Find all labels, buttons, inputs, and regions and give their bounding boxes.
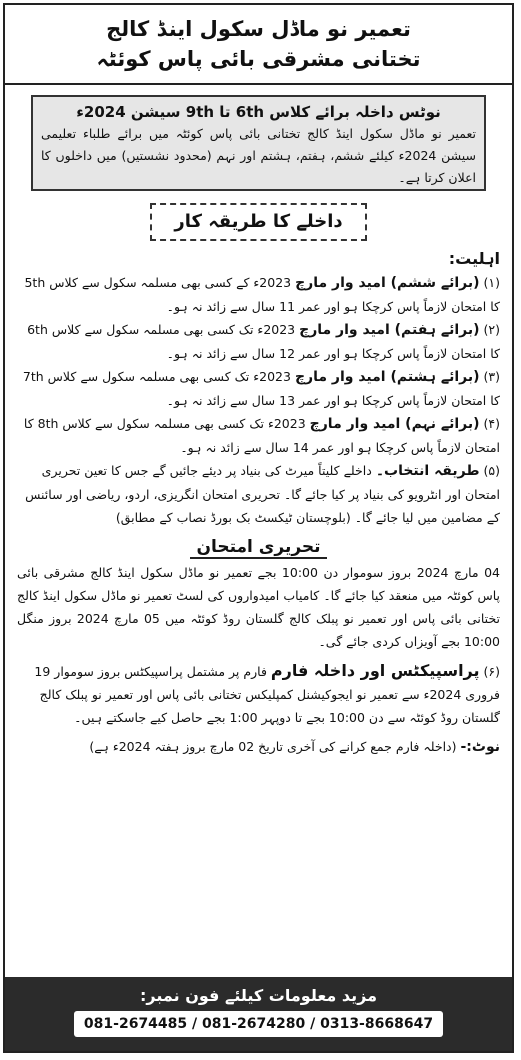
eligibility-item-class-7 (17, 318, 500, 365)
item-text: 2023ء تک کسی بھی مسلمہ سکول سے کلاس 6th کا امتحان لازماً پاس کرچکا ہو اور عمر 12 سال سے زائد نہ ہو۔ (27, 322, 500, 361)
item-number: (۶) (483, 664, 500, 679)
eligibility-item-class-9 (17, 412, 500, 459)
item-number: (۵) (483, 463, 500, 478)
item-text: 2023ء کے کسی بھی مسلمہ سکول سے کلاس 5th کا امتحان لازماً پاس کرچکا ہو اور عمر 11 سال سے زائد نہ ہو۔ (24, 275, 500, 314)
eligibility-section (5, 247, 512, 759)
method-heading-wrap (5, 203, 512, 243)
eligibility-item-class-8 (17, 365, 500, 412)
written-exam-text: 04 مارچ 2024 بروز سوموار دن 10:00 بجے تعمیر نو ماڈل سکول اینڈ کالج مشرقی بائی پاس کوئٹہ میں منعقد کیا جائے گا۔ کامیاب امیدواروں کی لسٹ تعمیر نو ماڈل سکول اینڈ کالج تختانی بائی پاس اور تعمیر نو پبلک کالج گلستان روڈ کوئٹہ میں 05 مارچ 2024 بروز منگل 10:00 بجے آویزاں کردی جائے گی۔ (17, 565, 501, 649)
eligibility-heading: اہلیت: (448, 249, 500, 268)
notice-title: نوٹس داخلہ برائے کلاس 6th تا 9th سیشن 2024ء (76, 103, 441, 121)
prospectus-text: فارم پر مشتمل پراسپیکٹس بروز سوموار 19 فروری 2024ء سے تعمیر نو ایجوکیشنل کمپلیکس تختانی بائی پاس اور تعمیر نو پبلک کالج گلستان روڈ کوئٹہ سے دن 10:00 بجے تا دوپہر 1:00 بجے حاصل کیے جاسکتے ہیں۔ (34, 664, 500, 725)
note-label: نوٹ:- (460, 739, 500, 755)
item-number: (۳) (483, 369, 500, 384)
note-line (17, 735, 500, 759)
item-text: 2023ء تک کسی بھی مسلمہ سکول سے کلاس 8th کا امتحان لازماً پاس کرچکا ہو اور عمر 14 سال سے زائد نہ ہو۔ (23, 416, 500, 455)
item-heading: طریقہ انتخاب۔ (375, 463, 480, 479)
written-exam-heading-wrap (17, 533, 500, 561)
eligibility-item-class-6 (17, 271, 500, 318)
item-heading: (برائے نہم) امید وار مارچ (309, 416, 480, 432)
item-heading: (برائے ہشتم) امید وار مارچ (294, 369, 480, 385)
item-text: داخلے کلیتاً میرٹ کی بنیاد پر دیئے جائیں گے جس کا تعین تحریری امتحان اور انٹرویو کی بنیاد پر کیا جائے گا۔ تحریری امتحان انگریزی، اردو، ریاضی اور سائنس کے مضامین میں لیا جائے گا۔ (بلوچستان ٹیکسٹ بک بورڈ نصاب کے مطابق) (25, 463, 500, 525)
phone-numbers: 081-2674485 / 081-2674280 / 0313-8668647 (74, 1011, 443, 1037)
institution-header (5, 5, 512, 85)
notice-body: تعمیر نو ماڈل سکول اینڈ کالج تختانی بائی پاس کوئٹہ میں برائے طلباء تعلیمی سیشن 2024ء کیلئے ششم، ہفتم، ہشتم اور نہم (محدود نشستیں) میں داخلوں کا اعلان کرتا ہے۔ (41, 126, 476, 185)
admission-notice-box (31, 95, 486, 191)
admission-method-heading: داخلے کا طریقہ کار (150, 203, 366, 241)
item-number: (۴) (483, 416, 500, 431)
advertisement-page (3, 3, 514, 1053)
item-heading: (برائے ششم) امید وار مارچ (295, 275, 480, 291)
contact-heading: مزید معلومات کیلئے فون نمبر: (140, 986, 377, 1005)
prospectus-heading: پراسپیکٹس اور داخلہ فارم (270, 661, 480, 680)
item-heading: (برائے ہفتم) امید وار مارچ (299, 322, 480, 338)
item-number: (۱) (483, 275, 500, 290)
institution-name: تعمیر نو ماڈل سکول اینڈ کالج (106, 17, 411, 41)
contact-footer (5, 977, 512, 1051)
note-text: (داخلہ فارم جمع کرانے کی آخری تاریخ 02 مارچ بروز ہفتہ 2024ء ہے) (89, 739, 457, 754)
written-exam-heading: تحریری امتحان (190, 537, 326, 559)
item-number: (۲) (483, 322, 500, 337)
item-text: 2023ء تک کسی بھی مسلمہ سکول سے کلاس 7th کا امتحان لازماً پاس کرچکا ہو اور عمر 13 سال سے زائد نہ ہو۔ (22, 369, 500, 408)
prospectus-item (17, 659, 500, 729)
selection-method-item (17, 459, 500, 529)
institution-location: تختانی مشرقی بائی پاس کوئٹہ (96, 47, 421, 71)
